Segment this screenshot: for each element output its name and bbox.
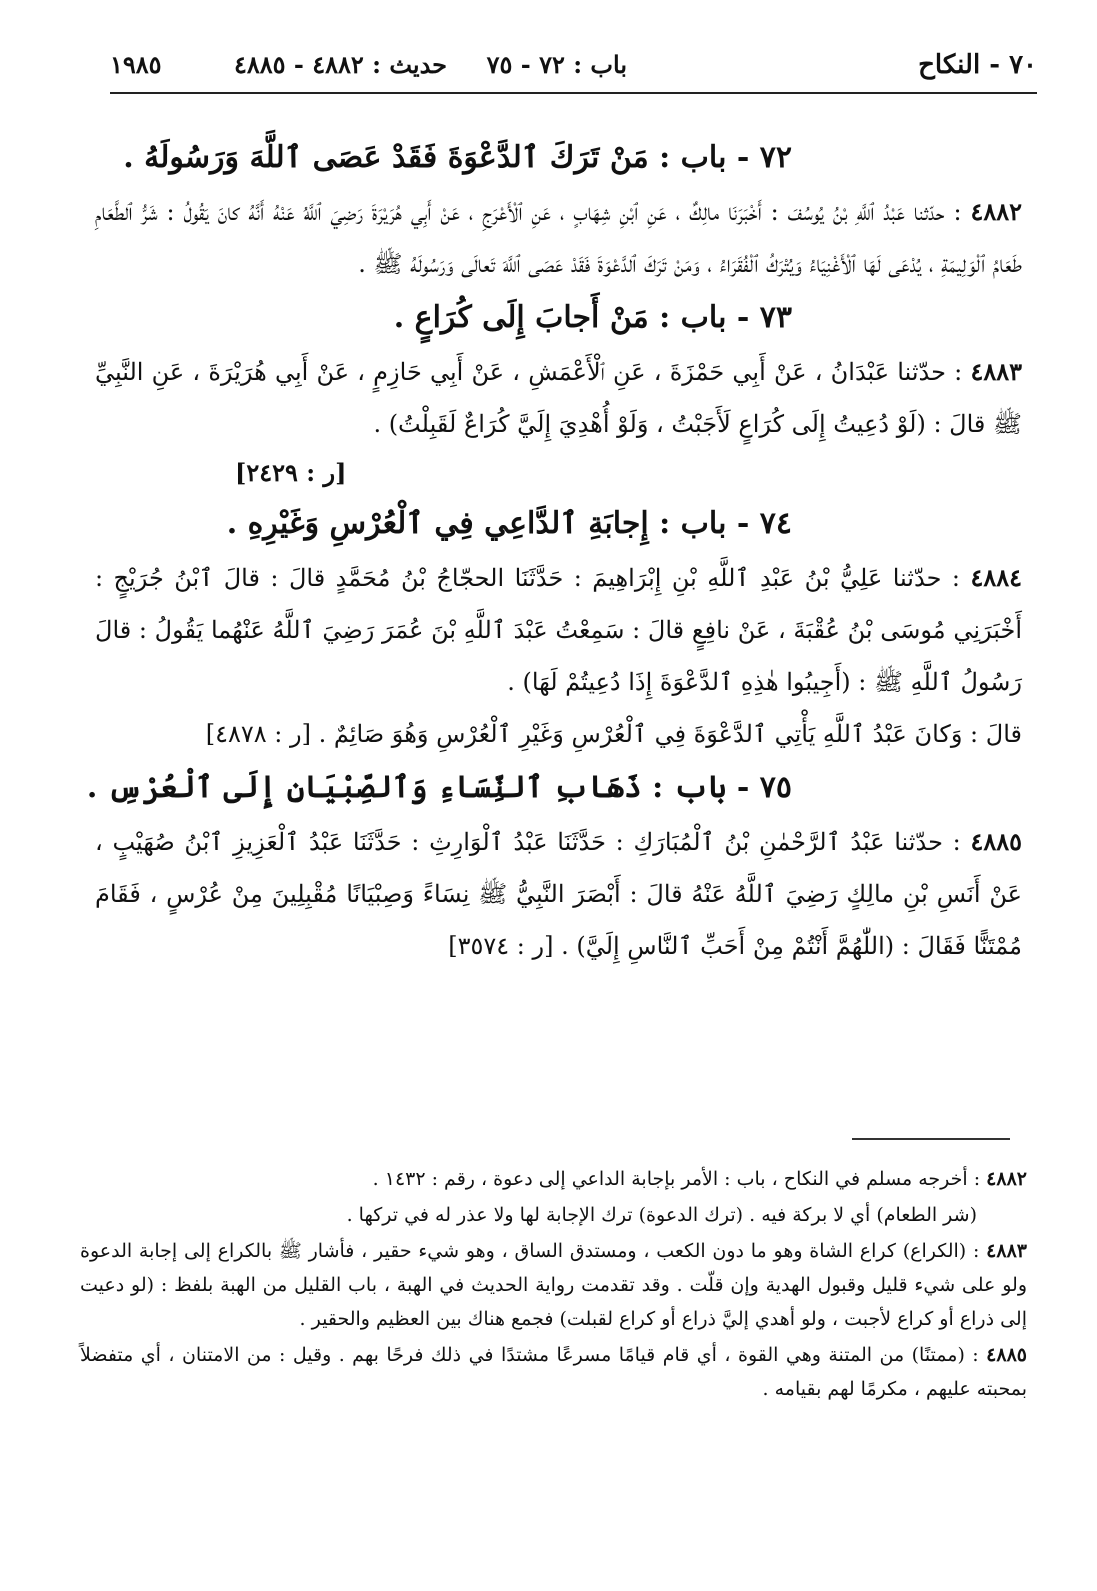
hadith-number: ٤٨٨٣ [970, 357, 1022, 386]
chapter-title: ٧٠ - النكاح [918, 50, 1037, 80]
hadith-range: حديث : ٤٨٨٢ - ٤٨٨٥ [233, 50, 447, 79]
footnote-4882-gloss: (شر الطعام) أي لا بركة فيه . (ترك الدعوة) ترك الإجابة لها ولا عذر له في تركها . [346, 1204, 977, 1226]
hadith-4882 [95, 186, 1022, 290]
footnote-text: : (الكراع) كراع الشاة وهو ما دون الكعب ، ومستدق الساق ، وهو شيء حقير ، فأشار ﷺ بالكراع إلى إجابة الدعوة ولو على شيء قليل وقبول الهدية وإن قلّت . وقد تقدمت رواية الحديث في الهبة ، باب القليل من الهبة بلفظ : (لو دعيت إلى ذراع أو كراع لأجبت ، ولو أهدي إليَّ ذراع أو كراع لقبلت) فجمع هناك بين العظيم والحقير . [80, 1240, 1027, 1330]
bab-heading-74: ٧٤ - باب : إِجابَةِ ٱلدَّاعِي فِي ٱلْعُرْسِ وَغَيْرِهِ . [226, 506, 792, 541]
footnote-divider [852, 1138, 1010, 1140]
hadith-4884 [95, 552, 1022, 708]
footnote-text: : (ممتنًا) من المتنة وهي القوة ، أي قام قيامًا مسرعًا مشتدًا في ذلك فرحًا بهم . وقيل : من الامتنان ، أي متفضلاً بمحبته عليهم ، مكرمًا لهم بقيامه . [80, 1344, 1027, 1400]
footnotes [80, 1162, 1027, 1408]
hadith-number: ٤٨٨٤ [970, 563, 1022, 592]
footnote-4882 [80, 1162, 1027, 1196]
bab-heading-75: ٧٥ - باب : ذَهَابِ ٱلنِّسَاءِ وَٱلصِّبْيَانِ إِلَى ٱلْعُرْسِ . [86, 770, 792, 805]
bab-heading-72: ٧٢ - باب : مَنْ تَرَكَ ٱلدَّعْوَةَ فَقَدْ عَصَى ٱللَّهَ وَرَسُولَهُ . [123, 140, 792, 175]
page-number: ١٩٨٥ [110, 50, 162, 79]
footnote-4885 [80, 1338, 1027, 1406]
hadith-4883 [95, 346, 1022, 450]
footnote-number: ٤٨٨٥ [986, 1344, 1027, 1366]
footnote-number: ٤٨٨٢ [986, 1168, 1027, 1190]
hadith-text: : حدّثنا عَبْدُ ٱللَّهِ بْنُ يُوسُفَ : أَخْبَرَنَا مالِكٌ ، عَنِ ٱبْنِ شِهَابٍ ، عَنِ ٱلْأَعْرَجِ ، عَنْ أَبِي هُرَيْرَةَ رَضِيَ ٱللَّهُ عَنْهُ أَنَّهُ كانَ يَقُولُ : شَرُّ ٱلطَّعَامِ طَعَامُ ٱلْوَلِيمَةِ ، يُدْعَى لَهَا ٱلْأَغْنِيَاءُ وَيُتْرَكُ ٱلْفُقَرَاءُ ، وَمَنْ تَرَكَ ٱلدَّعْوَةَ فَقَدْ عَصَى ٱللَّهَ تَعالَى وَرَسُولَهُ ﷺ . [95, 198, 1022, 278]
hadith-text: : حدّثنا عَلِيُّ بْنُ عَبْدِ ٱللَّهِ بْنِ إِبْرَاهِيمَ : حَدَّثَنَا الحجّاجُ بْنُ مُحَمَّدٍ قالَ : قالَ ٱبْنُ جُرَيْجٍ : أَخْبَرَنِي مُوسَى بْنُ عُقْبَةَ ، عَنْ نافِعٍ قالَ : سَمِعْتُ عَبْدَ ٱللَّهِ بْنَ عُمَرَ رَضِيَ ٱللَّهُ عَنْهُما يَقُولُ : قالَ رَسُولُ ٱللَّهِ ﷺ : (أَجِيبُوا هٰذِهِ ٱلدَّعْوَةَ إِذَا دُعِيتُمْ لَهَا) . [95, 564, 1022, 696]
hadith-number: ٤٨٨٥ [970, 827, 1022, 856]
running-header [110, 50, 1037, 90]
footnote-number: ٤٨٨٣ [986, 1240, 1027, 1262]
hadith-text: : حدّثنا عَبْدُ ٱلرَّحْمٰنِ بْنُ ٱلْمُبَارَكِ : حَدَّثَنَا عَبْدُ ٱلْوَارِثِ : حَدَّثَنَا عَبْدُ ٱلْعَزِيزِ ٱبْنُ صُهَيْبٍ ، عَنْ أَنَسِ بْنِ مالِكٍ رَضِيَ ٱللَّهُ عَنْهُ قالَ : أَبْصَرَ النَّبِيُّ ﷺ نِسَاءً وَصِبْيَانًا مُقْبِلِينَ مِنْ عُرْسٍ ، فَقَامَ مُمْتَنًّا فَقَالَ : (اللّٰهُمَّ أَنْتُمْ مِنْ أَحَبِّ ٱلنَّاسِ إِلَيَّ) . [ر : ٣٥٧٤] [95, 828, 1022, 960]
hadith-4884-addendum: قالَ : وَكانَ عَبْدُ ٱللَّهِ يَأْتِي ٱلدَّعْوَةَ فِي ٱلْعُرْسِ وَغَيْرِ ٱلْعُرْسِ وَهُوَ صَائِمٌ . [ر : ٤٨٧٨] [205, 720, 1022, 748]
main-text [86, 130, 1022, 972]
header-divider [110, 92, 1037, 94]
footnote-4883 [80, 1234, 1027, 1336]
bab-heading-73: ٧٣ - باب : مَنْ أَجابَ إِلَى كُرَاعٍ . [393, 300, 792, 335]
footnote-text: : أخرجه مسلم في النكاح ، باب : الأمر بإجابة الداعي إلى دعوة ، رقم : ١٤٣٢ . [372, 1168, 981, 1190]
hadith-number: ٤٨٨٢ [970, 197, 1022, 226]
hadith-text: : حدّثنا عَبْدَانُ ، عَنْ أَبِي حَمْزَةَ ، عَنِ ٱلْأَعْمَشِ ، عَنْ أَبِي حَازِمٍ ، عَنْ أَبِي هُرَيْرَةَ ، عَنِ النَّبِيِّ ﷺ قالَ : (لَوْ دُعِيتُ إِلَى كُرَاعٍ لَأَجَبْتُ ، وَلَوْ أُهْدِيَ إِلَيَّ كُرَاعٌ لَقَبِلْتُ) . [95, 358, 1022, 438]
cross-reference: [ر : ٢٤٢٩] [235, 458, 347, 487]
bab-range: باب : ٧٢ - ٧٥ [486, 50, 627, 79]
hadith-4885 [95, 816, 1022, 972]
